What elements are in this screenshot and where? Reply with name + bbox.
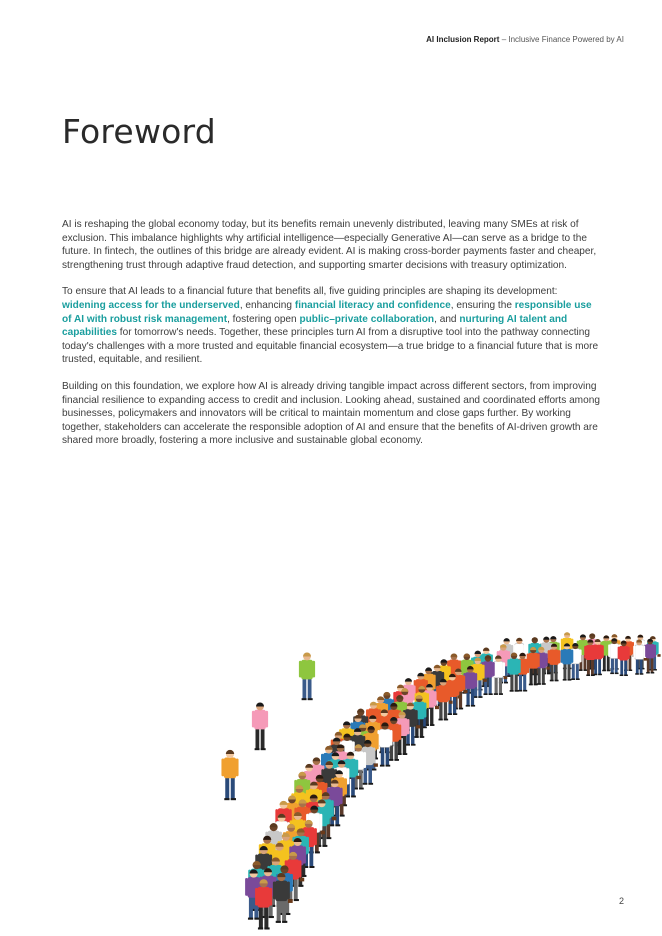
crowd-person bbox=[252, 703, 268, 751]
principle-talent: nurturing AI talent and capabilities bbox=[62, 313, 568, 339]
principle-literacy: financial literacy and confidence bbox=[294, 299, 451, 311]
paragraph-3: Building on this foundation, we explore how AI is already driving tangible impact across different sectors, from improving financial resilience to expanding access to credit and inclusion. Looking ahead, sustained and coordinated efforts among businesses, policymakers and innovators will be critical to maintain momentum and close gaps further. By working together, stakeholders can accelerate the responsible adoption of AI and ensure that the benefits of AI-driven growth are shared more broadly, fostering a more inclusive and sustainable global economy. bbox=[62, 380, 600, 447]
principle-responsible-ai: responsible use of AI with robust risk management bbox=[62, 299, 592, 325]
paragraph-2 bbox=[62, 285, 602, 367]
p2-text-3: , ensuring the bbox=[450, 299, 515, 311]
p2-text-6: for tomorrow's needs. Together, these principles turn AI from a disruptive tool into the pathway connecting today's challenges with a more trusted and equitable financial ecosystem—a true bridge to a financial future that is more trusted, equitable, and resilient. bbox=[62, 327, 599, 366]
crowd-person bbox=[299, 653, 315, 701]
p2-text-1: To ensure that AI leads to a financial future that benefits all, five guiding principles are shaping its development: bbox=[62, 286, 558, 298]
principle-collaboration: public–private collaboration bbox=[299, 313, 435, 325]
principle-access: widening access for the underserved bbox=[62, 299, 240, 311]
p2-text-2: , enhancing bbox=[239, 299, 295, 311]
p2-text-4: , fostering open bbox=[227, 313, 300, 325]
page-title: Foreword bbox=[62, 112, 216, 151]
paragraph-1: AI is reshaping the global economy today, but its benefits remain unevenly distributed, leaving many SMEs at risk of exclusion. This imbalance highlights why artificial intelligence—especially Generative AI—can serve as a bridge to the future. In fintech, the outlines of this bridge are already evident. AI is making cross-border payments faster and cheaper, strengthening trust through adaptive fraud detection, and supporting smarter decisions with treasury optimization. bbox=[62, 219, 597, 271]
foreword-body bbox=[62, 218, 602, 461]
report-subtitle: Inclusive Finance Powered by AI bbox=[508, 35, 624, 44]
crowd-bridge-illustration bbox=[205, 580, 662, 936]
crowd-person bbox=[221, 750, 238, 800]
running-header bbox=[426, 35, 624, 44]
report-name: AI Inclusion Report bbox=[426, 35, 500, 44]
header-separator: – bbox=[499, 35, 509, 44]
page-number: 2 bbox=[618, 896, 624, 906]
p2-text-5: , and bbox=[434, 313, 460, 325]
